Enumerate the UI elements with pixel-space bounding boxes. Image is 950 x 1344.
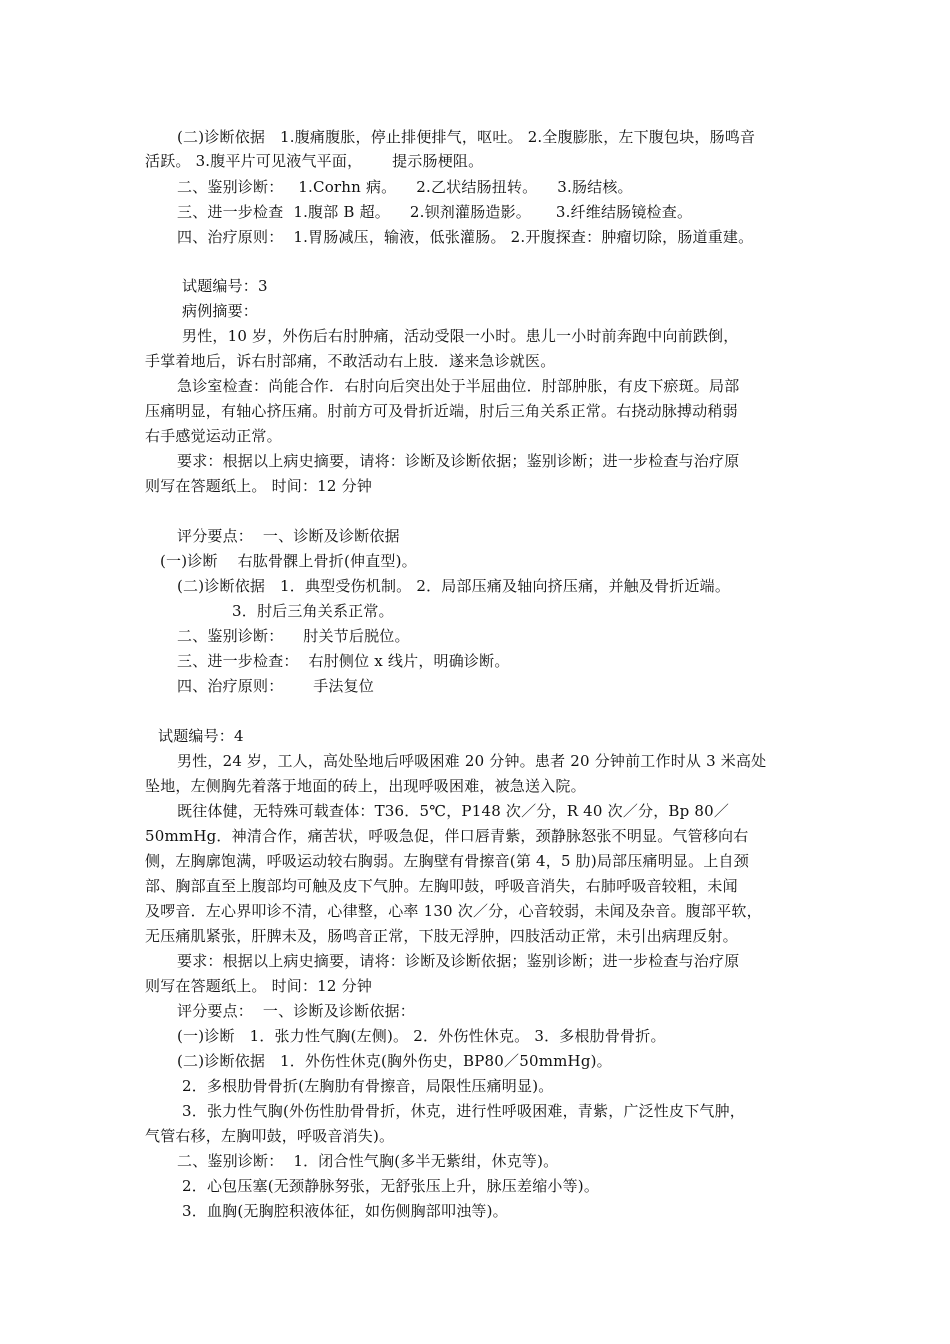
text-line: 三、进一步检查 1.腹部 B 超。 2.钡剂灌肠造影。 3.纤维结肠镜检查。	[177, 203, 693, 221]
text-line: (一)诊断 右肱骨髁上骨折(伸直型)。	[160, 552, 417, 570]
text-line: 气管右移，左胸叩鼓，呼吸音消失)。	[145, 1127, 395, 1145]
text-line: 压痛明显，有轴心挤压痛。肘前方可及骨折近端，肘后三角关系正常。右挠动脉搏动稍弱	[145, 402, 738, 420]
text-line: 及啰音．左心界叩诊不清，心律整，心率 130 次／分，心音较弱，未闻及杂音。腹部平软，	[145, 902, 762, 920]
question-number: 试题编号：4	[158, 727, 244, 745]
text-line: 活跃。 3.腹平片可见液气平面， 提示肠梗阻。	[145, 152, 484, 170]
text-line: 3．血胸(无胸腔积液体征，如伤侧胸部叩浊等)。	[182, 1202, 508, 1220]
text-line: 右手感觉运动正常。	[145, 427, 282, 445]
text-line: 四、治疗原则： 手法复位	[177, 677, 375, 695]
text-line: 3．肘后三角关系正常。	[232, 602, 394, 620]
text-line: 二、鉴别诊断： 肘关节后脱位。	[177, 627, 410, 645]
text-line: 3．张力性气胸(外伤性肋骨骨折，休克，进行性呼吸困难，青紫，广泛性皮下气肿，	[182, 1102, 745, 1120]
text-line: 2．多根肋骨骨折(左胸肋有骨擦音，局限性压痛明显)。	[182, 1077, 554, 1095]
text-line: 三、进一步检查： 右肘侧位 x 线片，明确诊断。	[177, 652, 510, 670]
text-line: 急诊室检查：尚能合作．右肘向后突出处于半屈曲位．肘部肿胀，有皮下瘀斑。局部	[177, 377, 740, 395]
text-line: 手掌着地后，诉右肘部痛，不敢活动右上肢．遂来急诊就医。	[145, 352, 556, 370]
text-line: 则写在答题纸上。 时间：12 分钟	[145, 477, 373, 495]
text-line: 2．心包压塞(无颈静脉努张，无舒张压上升，脉压差缩小等)。	[182, 1177, 600, 1195]
text-line: 既往体健，无特殊可载查体：T36．5℃，P148 次／分，R 40 次／分，Bp 80／	[177, 802, 730, 820]
text-line: 坠地，左侧胸先着落于地面的砖上，出现呼吸困难，被急送入院。	[145, 777, 586, 795]
text-line: 二、鉴别诊断： 1．闭合性气胸(多半无紫绀，休克等)。	[177, 1152, 559, 1170]
question-number: 试题编号：3	[182, 277, 268, 295]
text-line: 无压痛肌紧张，肝脾未及，肠鸣音正常，下肢无浮肿，四肢活动正常，未引出病理反射。	[145, 927, 738, 945]
text-line: 要求：根据以上病史摘要，请将：诊断及诊断依据；鉴别诊断；进一步检查与治疗原	[177, 452, 740, 470]
text-line: 要求：根据以上病史摘要，请将：诊断及诊断依据；鉴别诊断；进一步检查与治疗原	[177, 952, 740, 970]
text-line: (一)诊断 1．张力性气胸(左侧)。 2．外伤性休克。 3．多根肋骨骨折。	[177, 1027, 666, 1045]
section-heading: 评分要点： 一、诊断及诊断依据：	[177, 1002, 415, 1020]
text-line: 50mmHg．神清合作，痛苦状，呼吸急促，伴口唇青紫，颈静脉怒张不明显。气管移向右	[145, 827, 749, 845]
text-line: 男性，10 岁，外伤后右肘肿痛，活动受限一小时。患儿一小时前奔跑中向前跌倒，	[182, 327, 739, 345]
section-heading: 病例摘要：	[182, 302, 259, 320]
text-line: (二)诊断依据 1.腹痛腹胀，停止排便排气，呕吐。 2.全腹膨胀，左下腹包块，肠鸣音	[177, 128, 756, 146]
text-line: 部、胸部直至上腹部均可触及皮下气肿。左胸叩鼓，呼吸音消失，右肺呼吸音较粗，未闻	[145, 877, 738, 895]
text-line: 则写在答题纸上。 时间：12 分钟	[145, 977, 373, 995]
text-line: (二)诊断依据 1．典型受伤机制。 2．局部压痛及轴向挤压痛，并触及骨折近端。	[177, 577, 731, 595]
text-line: 四、治疗原则： 1.胃肠减压，输液，低张灌肠。 2.开腹探查：肿瘤切除，肠道重建。	[177, 228, 754, 246]
section-heading: 评分要点： 一、诊断及诊断依据	[177, 527, 400, 545]
text-line: (二)诊断依据 1．外伤性休克(胸外伤史，BP80／50mmHg)。	[177, 1052, 612, 1070]
text-line: 二、鉴别诊断： 1.Corhn 病。 2.乙状结肠扭转。 3.肠结核。	[177, 178, 633, 196]
text-line: 侧，左胸廓饱满，呼吸运动较右胸弱。左胸壁有骨擦音(第 4，5 肋)局部压痛明显。上自颈	[145, 852, 749, 870]
text-line: 男性，24 岁，工人，高处坠地后呼吸困难 20 分钟。患者 20 分钟前工作时从 3 米高处	[177, 752, 767, 770]
